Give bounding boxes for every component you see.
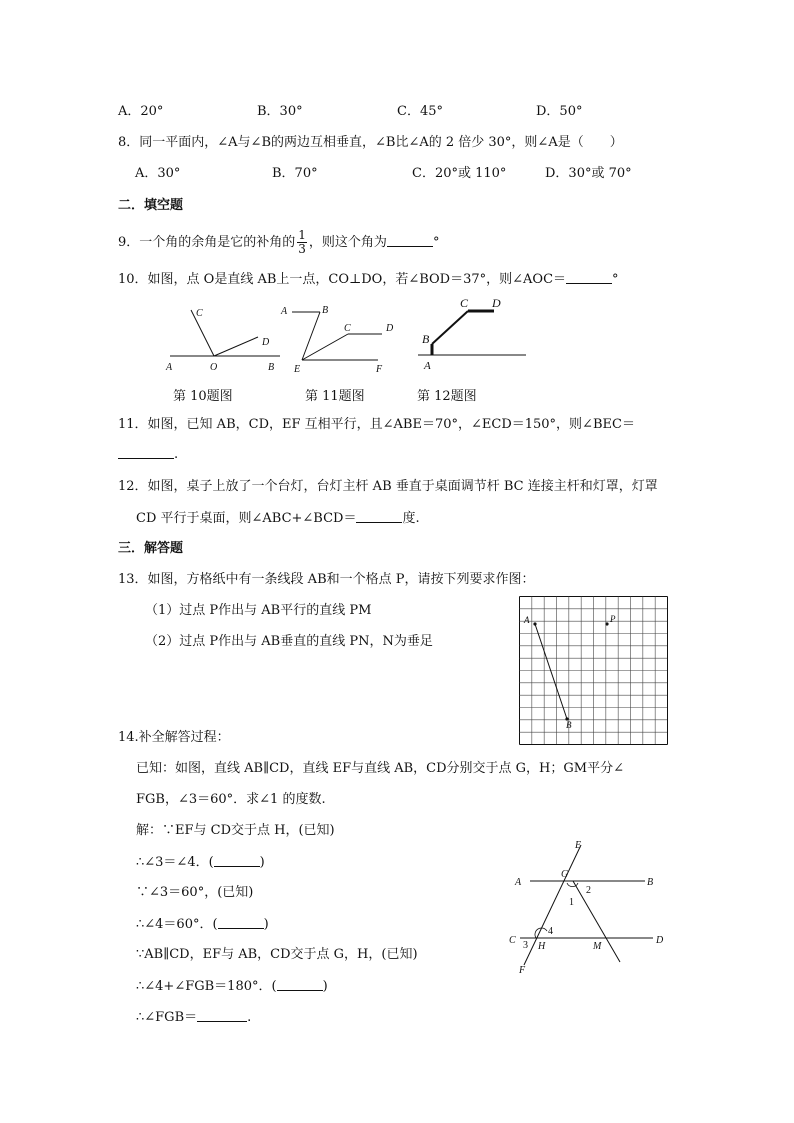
q14-step-7 (136, 1009, 251, 1026)
q8-option-d: D．30°或 70° (545, 166, 632, 181)
fig11-label-f: F (376, 364, 383, 375)
fig14-label-g: G (561, 869, 569, 880)
q13-stem: 13．如图，方格纸中有一条线段 AB和一个格点 P，请按下列要求作图： (118, 572, 535, 587)
figure-11 (278, 300, 408, 375)
q7-option-a: A．20° (118, 104, 164, 119)
fig11-label-b: B (322, 305, 329, 316)
fig11-segment-be (302, 312, 320, 360)
q10 (118, 271, 619, 288)
fig10-ray-od (214, 337, 258, 356)
grid-label-a: A (524, 615, 530, 625)
section-heading-fill-in: 二．填空题 (118, 198, 184, 213)
fig12-label-a: A (424, 360, 431, 372)
q11-stem: 11．如图，已知 AB，CD，EF 互相平行，且∠ABE＝70°，∠ECD＝150°，则∠BEC＝ (118, 417, 635, 432)
q14-step-4 (136, 916, 269, 933)
point-p (605, 622, 608, 625)
q14-step-2 (136, 854, 265, 871)
fig12-arm-bc (432, 311, 468, 344)
q12-suffix: 度. (402, 511, 420, 526)
fig14-label-a: A (515, 877, 522, 888)
q9 (118, 228, 439, 258)
section-heading-solutions: 三．解答题 (118, 541, 184, 556)
q9-unit: ° (432, 235, 440, 250)
q9-prefix: 9．一个角的余角是它的补角的 (118, 235, 296, 250)
caption-figure-12: 第 12题图 (417, 389, 477, 404)
q14-step-3: ∵∠3＝60°，(已知) (136, 885, 254, 900)
q14-step-4-close: ) (263, 917, 269, 932)
segment-ab (535, 624, 567, 719)
q12-prefix: CD 平行于桌面，则∠ABC+∠BCD＝ (136, 511, 357, 526)
fig11-label-c: C (344, 323, 351, 334)
q13-item-2: （2）过点 P作出与 AB垂直的直线 PN，N为垂足 (145, 634, 433, 649)
figure-14 (505, 835, 680, 975)
q14-step-7-text: ∴∠FGB＝ (136, 1010, 198, 1025)
fig14-label-4: 4 (548, 926, 553, 937)
fig14-label-1: 1 (569, 897, 574, 908)
fig12-label-d: D (492, 296, 501, 310)
q14-title: 14.补全解答过程： (118, 730, 230, 745)
point-a (533, 622, 536, 625)
fig14-label-3: 3 (523, 940, 528, 951)
q11-answer-line (118, 446, 178, 463)
q14-given-line1: 已知：如图，直线 AB∥CD，直线 EF与直线 AB，CD分别交于点 G，H；GM平分∠ (136, 761, 624, 776)
grid-paper-figure (519, 596, 668, 745)
q8-option-b: B．70° (272, 166, 318, 181)
q9-suffix: ，则这个角为 (308, 235, 387, 250)
fig11-label-e: E (294, 364, 301, 375)
q14-reason-blank-2[interactable] (218, 916, 264, 929)
fig14-label-e: E (575, 840, 582, 851)
q14-step-6-text: ∴∠4+∠FGB＝180°．( (136, 979, 277, 994)
q12-answer-blank[interactable] (356, 510, 402, 523)
fig10-label-c: C (196, 308, 203, 319)
q14-step-6-close: ) (322, 979, 328, 994)
q7-option-b: B．30° (257, 104, 303, 119)
fig14-label-b: B (647, 877, 654, 888)
q10-answer-blank[interactable] (566, 271, 612, 284)
q14-step-4-text: ∴∠4＝60°．( (136, 917, 218, 932)
fig12-label-b: B (422, 332, 430, 346)
q9-answer-blank[interactable] (387, 234, 433, 247)
q14-step-1: 解：∵EF与 CD交于点 H，(已知) (136, 823, 335, 838)
q14-step-7-dot: . (247, 1010, 252, 1025)
q14-answer-blank[interactable] (197, 1009, 247, 1022)
caption-figure-10: 第 10题图 (173, 389, 233, 404)
grid-label-p: P (610, 614, 616, 624)
figure-12 (410, 294, 535, 374)
caption-figure-11: 第 11题图 (305, 389, 365, 404)
grid-lines (520, 597, 668, 745)
fig11-segment-ec (302, 334, 348, 360)
fig12-label-c: C (460, 296, 469, 310)
fig14-label-c: C (509, 935, 516, 946)
q14-step-2-text: ∴∠3＝∠4．( (136, 855, 214, 870)
q9-fraction (297, 229, 307, 256)
q9-numerator: 1 (298, 228, 306, 242)
q10-unit: ° (612, 272, 619, 287)
q14-given-line2: FGB，∠3＝60°．求∠1 的度数. (136, 792, 326, 807)
q7-option-d: D．50° (536, 104, 583, 119)
fig10-label-o: O (210, 362, 218, 373)
q14-reason-blank-3[interactable] (277, 978, 323, 991)
q14-reason-blank-1[interactable] (214, 854, 260, 867)
q11-answer-blank[interactable] (118, 446, 174, 459)
q11-end: . (174, 447, 179, 462)
fig14-label-2: 2 (586, 885, 591, 896)
fig11-label-d: D (386, 323, 394, 334)
figure-10 (160, 300, 290, 375)
q8-option-c: C．20°或 110° (412, 166, 507, 181)
q14-step-2-close: ) (259, 855, 265, 870)
q7-option-c: C．45° (397, 104, 443, 119)
grid-label-b: B (566, 720, 572, 730)
q9-denominator: 3 (298, 242, 306, 256)
fig10-label-d: D (262, 337, 270, 348)
q14-step-5: ∵AB∥CD，EF与 AB，CD交于点 G，H，(已知) (136, 947, 418, 962)
q8-stem: 8．同一平面内，∠A与∠B的两边互相垂直，∠B比∠A的 2 倍少 30°，则∠A是（ ） (118, 135, 623, 150)
q12-stem-line2 (136, 510, 420, 527)
q8-option-a: A．30° (135, 166, 181, 181)
q12-stem-line1: 12．如图，桌子上放了一个台灯，台灯主杆 AB 垂直于桌面调节杆 BC 连接主杆和灯罩，灯罩 (118, 479, 658, 494)
fig14-label-h: H (538, 941, 546, 952)
fig14-label-f: F (519, 965, 526, 976)
q13-item-1: （1）过点 P作出与 AB平行的直线 PM (145, 603, 372, 618)
q10-stem: 10．如图，点 O是直线 AB上一点，CO⊥DO，若∠BOD＝37°，则∠AOC＝ (118, 272, 567, 287)
fig14-label-d: D (656, 935, 664, 946)
fig10-label-a: A (166, 362, 173, 373)
fig10-label-b: B (268, 362, 275, 373)
fig11-label-a: A (281, 306, 288, 317)
fig14-label-m: M (593, 941, 602, 952)
q14-step-6 (136, 978, 328, 995)
